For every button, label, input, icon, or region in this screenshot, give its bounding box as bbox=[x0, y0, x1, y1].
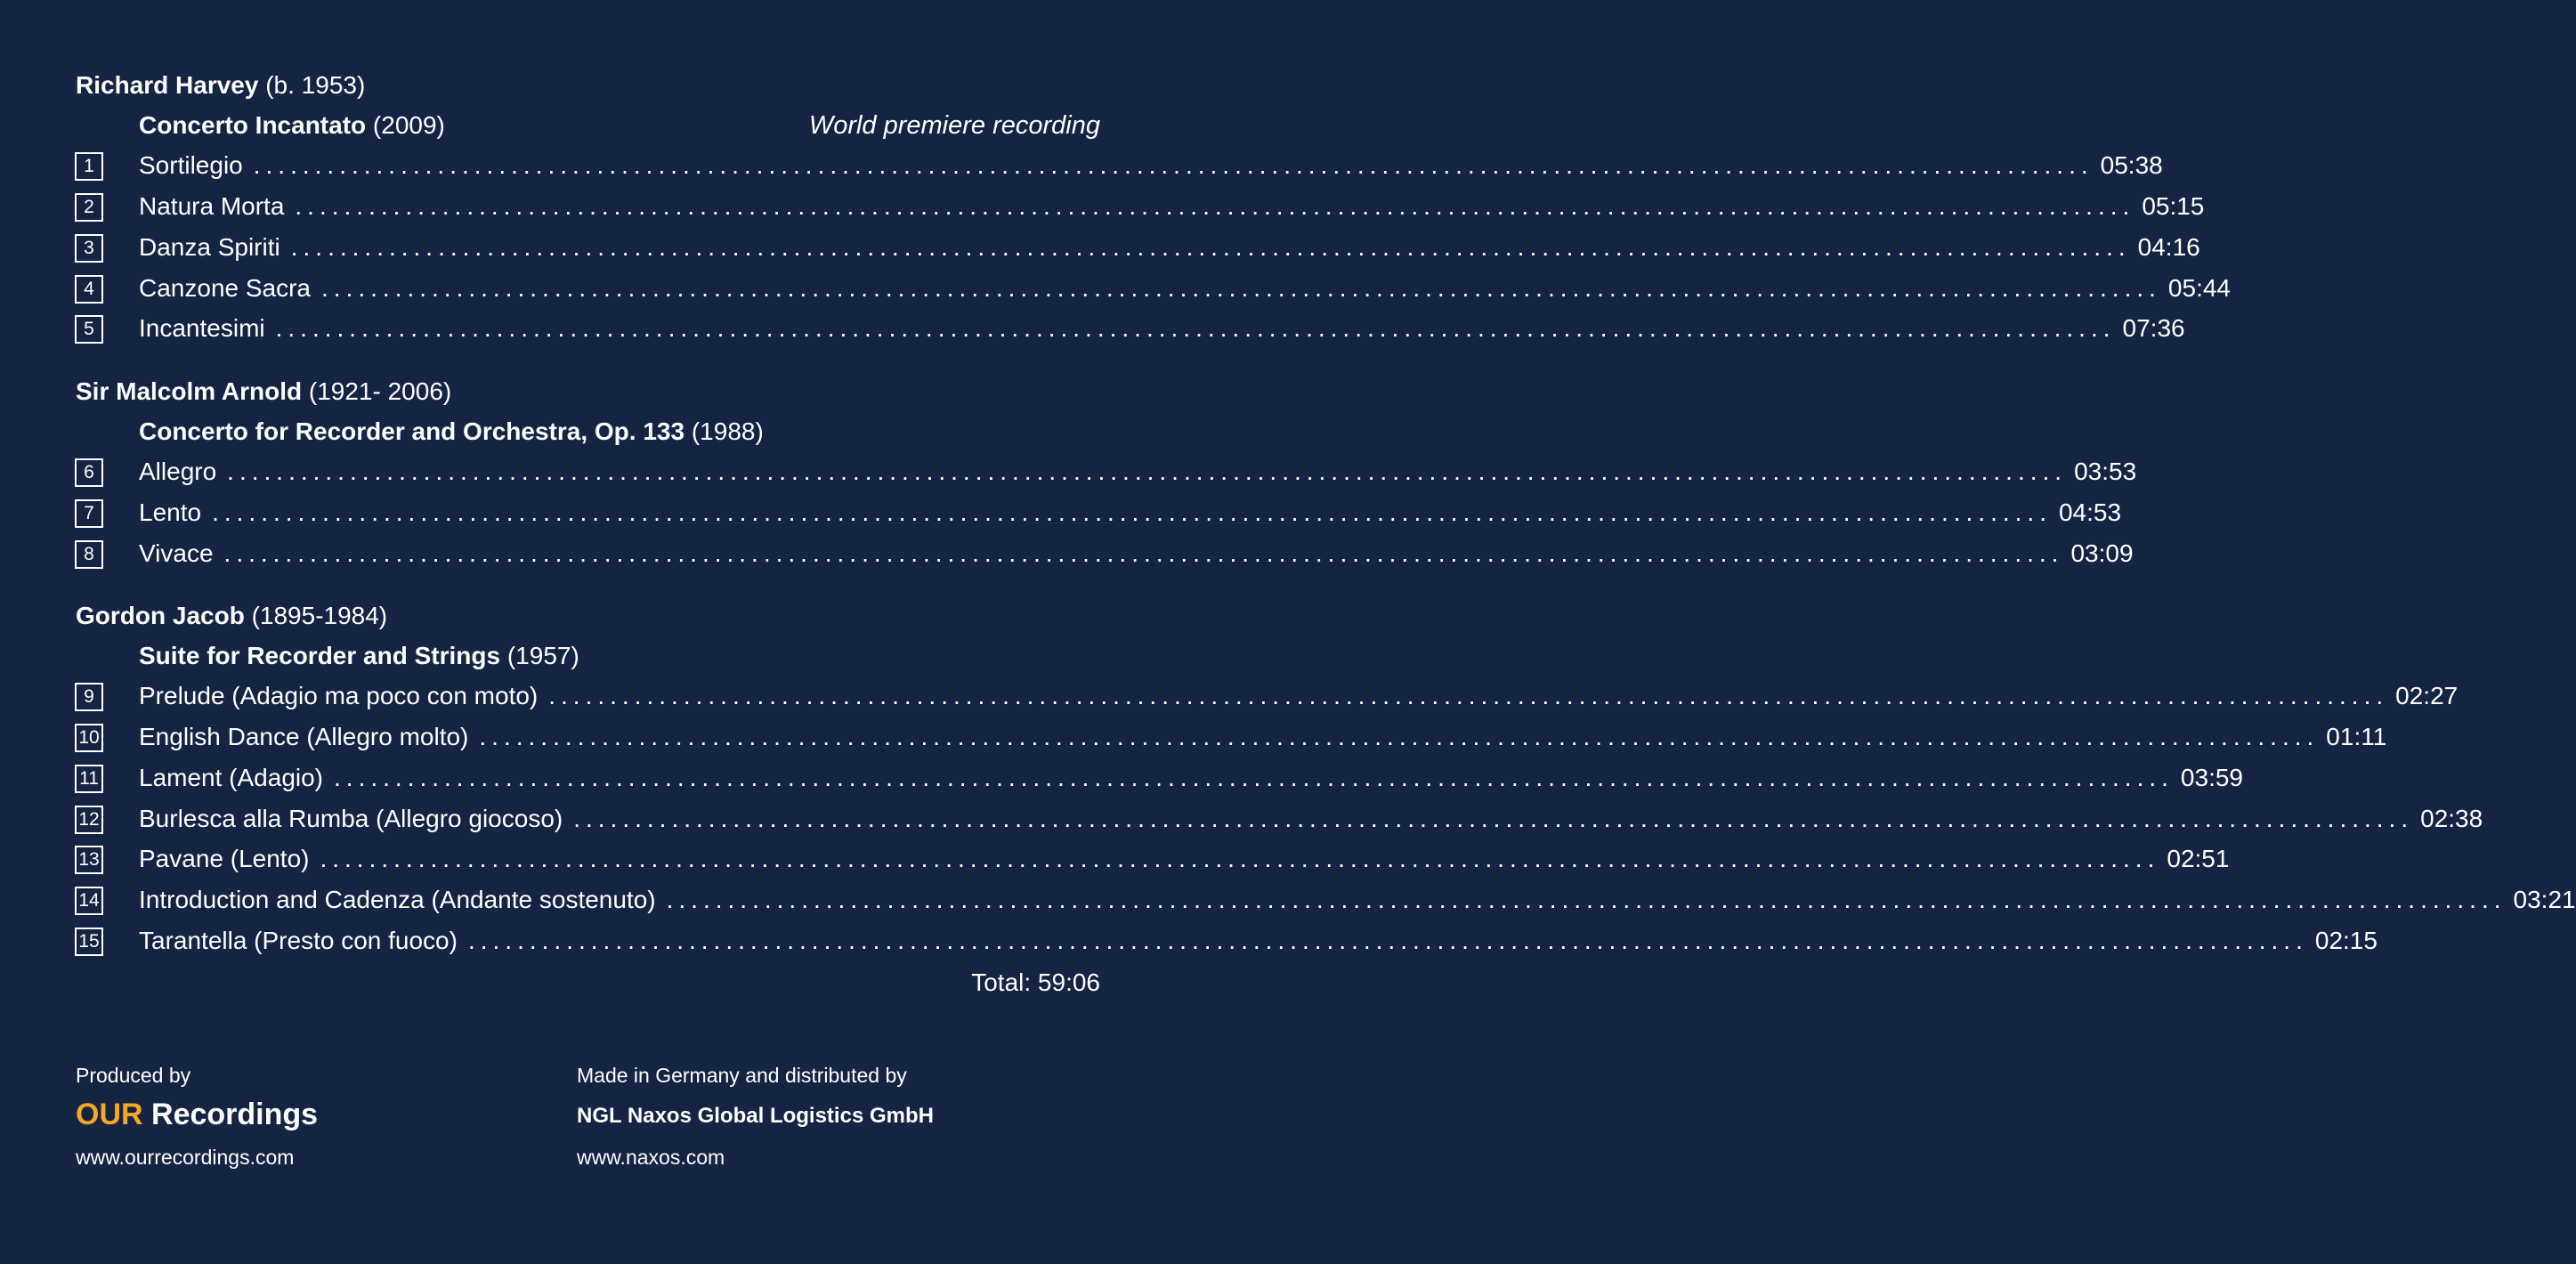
work-title: Concerto for Recorder and Orchestra, Op. 133 bbox=[139, 417, 685, 445]
composer-name: Gordon Jacob bbox=[76, 602, 245, 629]
track-row bbox=[75, 843, 2230, 877]
track-line bbox=[139, 273, 2231, 304]
track-duration: 03:21 bbox=[2513, 886, 2576, 914]
track-row bbox=[75, 312, 2185, 346]
track-duration: 05:44 bbox=[2167, 273, 2231, 302]
composer-heading bbox=[76, 377, 451, 407]
dot-leader: ...................................................................................................................................................... bbox=[548, 682, 2389, 709]
composer-name: Richard Harvey bbox=[76, 71, 259, 99]
work-heading bbox=[139, 417, 764, 447]
track-title: Pavane (Lento) bbox=[139, 845, 310, 873]
dot-leader: ...................................................................................................................................................... bbox=[334, 763, 2174, 791]
track-number-box: 11 bbox=[75, 765, 103, 793]
label-recordings: Recordings bbox=[151, 1098, 319, 1131]
track-number-box: 7 bbox=[75, 499, 103, 528]
track-row bbox=[75, 721, 2387, 755]
track-row bbox=[75, 538, 2134, 571]
track-duration: 04:53 bbox=[2058, 498, 2122, 526]
track-title: English Dance (Allegro molto) bbox=[139, 722, 469, 750]
track-row bbox=[75, 456, 2137, 490]
track-number-box: 14 bbox=[75, 887, 103, 915]
track-line bbox=[139, 232, 2200, 263]
dot-leader: ...................................................................................................................................................... bbox=[227, 458, 2068, 485]
track-duration: 05:38 bbox=[2100, 151, 2163, 179]
composer-dates: (1921- 2006) bbox=[308, 377, 452, 405]
track-number-box: 9 bbox=[75, 683, 103, 711]
track-title: Burlesca alla Rumba (Allegro giocoso) bbox=[139, 804, 563, 832]
dot-leader: ...................................................................................................................................................... bbox=[295, 191, 2135, 220]
track-duration: 05:15 bbox=[2142, 191, 2205, 220]
track-row bbox=[75, 884, 2576, 918]
track-duration: 02:38 bbox=[2420, 804, 2483, 832]
composer-heading bbox=[76, 70, 365, 101]
track-number-box: 3 bbox=[75, 234, 103, 263]
track-line bbox=[139, 457, 2137, 487]
work-year: (1988) bbox=[691, 417, 764, 445]
track-line bbox=[139, 150, 2163, 181]
produced-by-label: Produced by bbox=[76, 1064, 191, 1087]
track-duration: 07:36 bbox=[2122, 314, 2185, 343]
track-title: Vivace bbox=[139, 539, 214, 567]
track-line bbox=[139, 885, 2576, 915]
track-title: Lento bbox=[139, 498, 202, 526]
work-heading bbox=[139, 110, 445, 141]
dot-leader: ...................................................................................................................................................... bbox=[275, 314, 2116, 343]
work-heading bbox=[139, 641, 579, 671]
track-title: Incantesimi bbox=[139, 314, 265, 343]
track-row bbox=[75, 803, 2483, 837]
track-line bbox=[139, 722, 2387, 752]
track-row bbox=[75, 272, 2231, 306]
distributor-name: NGL Naxos Global Logistics GmbH bbox=[577, 1104, 934, 1128]
track-duration: 01:11 bbox=[2326, 722, 2387, 750]
track-row bbox=[75, 150, 2163, 183]
dot-leader: ...................................................................................................................................................... bbox=[290, 232, 2131, 261]
track-number-box: 4 bbox=[75, 275, 103, 304]
dot-leader: ...................................................................................................................................................... bbox=[479, 722, 2320, 750]
record-label-logo bbox=[76, 1097, 318, 1132]
total-duration: Total: 59:06 bbox=[971, 968, 1100, 996]
track-line bbox=[139, 681, 2459, 711]
track-duration: 02:27 bbox=[2395, 682, 2459, 709]
track-row bbox=[75, 680, 2459, 714]
track-number-box: 1 bbox=[75, 152, 103, 181]
track-title: Danza Spiriti bbox=[139, 232, 280, 261]
track-duration: 03:53 bbox=[2074, 458, 2137, 485]
label-website: www.ourrecordings.com bbox=[76, 1146, 295, 1169]
track-number-box: 5 bbox=[75, 315, 103, 344]
dot-leader: ...................................................................................................................................................... bbox=[666, 886, 2507, 914]
track-number-box: 15 bbox=[75, 928, 103, 956]
distributor-website: www.naxos.com bbox=[577, 1146, 725, 1169]
track-title: Sortilegio bbox=[139, 151, 243, 179]
dot-leader: ...................................................................................................................................................... bbox=[467, 927, 2308, 955]
label-our: OUR bbox=[76, 1098, 143, 1131]
track-line bbox=[139, 804, 2483, 834]
track-line bbox=[139, 539, 2134, 569]
track-number-box: 6 bbox=[75, 458, 103, 487]
track-title: Natura Morta bbox=[139, 191, 285, 220]
track-line bbox=[139, 191, 2205, 222]
track-duration: 03:09 bbox=[2070, 539, 2134, 567]
dot-leader: ...................................................................................................................................................... bbox=[223, 539, 2064, 567]
dot-leader: ...................................................................................................................................................... bbox=[573, 804, 2414, 832]
track-duration: 03:59 bbox=[2180, 763, 2243, 791]
made-in-label: Made in Germany and distributed by bbox=[577, 1064, 907, 1087]
track-row bbox=[75, 231, 2200, 265]
track-number-box: 12 bbox=[75, 806, 103, 834]
composer-heading bbox=[76, 601, 387, 631]
work-year: (1957) bbox=[506, 642, 579, 669]
track-title: Allegro bbox=[139, 458, 217, 485]
track-duration: 04:16 bbox=[2137, 232, 2200, 261]
track-title: Canzone Sacra bbox=[139, 273, 312, 302]
composer-name: Sir Malcolm Arnold bbox=[76, 377, 303, 405]
track-number-box: 8 bbox=[75, 540, 103, 569]
dot-leader: ...................................................................................................................................................... bbox=[320, 845, 2160, 873]
dot-leader: ...................................................................................................................................................... bbox=[212, 498, 2052, 526]
work-year: (2009) bbox=[372, 111, 445, 139]
track-row bbox=[75, 762, 2243, 796]
track-row bbox=[75, 190, 2205, 224]
work-title: Concerto Incantato bbox=[139, 111, 367, 139]
track-title: Prelude (Adagio ma poco con moto) bbox=[139, 682, 539, 709]
track-row bbox=[75, 925, 2378, 959]
work-title: Suite for Recorder and Strings bbox=[139, 642, 501, 669]
composer-dates: (1895-1984) bbox=[251, 602, 388, 629]
track-number-box: 13 bbox=[75, 846, 103, 874]
track-title: Introduction and Cadenza (Andante sostenuto) bbox=[139, 886, 656, 914]
track-duration: 02:15 bbox=[2314, 927, 2378, 955]
track-number-box: 2 bbox=[75, 193, 103, 222]
premiere-note: World premiere recording bbox=[808, 111, 1100, 140]
track-duration: 02:51 bbox=[2167, 845, 2230, 873]
track-row bbox=[75, 497, 2122, 531]
track-line bbox=[139, 844, 2230, 874]
composer-dates: (b. 1953) bbox=[265, 71, 366, 99]
track-line bbox=[139, 763, 2243, 793]
dot-leader: ...................................................................................................................................................... bbox=[321, 273, 2161, 302]
track-number-box: 10 bbox=[75, 724, 103, 752]
dot-leader: ...................................................................................................................................................... bbox=[253, 151, 2094, 179]
track-line bbox=[139, 926, 2378, 956]
track-line bbox=[139, 313, 2185, 344]
track-title: Tarantella (Presto con fuoco) bbox=[139, 927, 458, 955]
track-line bbox=[139, 498, 2122, 528]
track-title: Lament (Adagio) bbox=[139, 763, 324, 791]
